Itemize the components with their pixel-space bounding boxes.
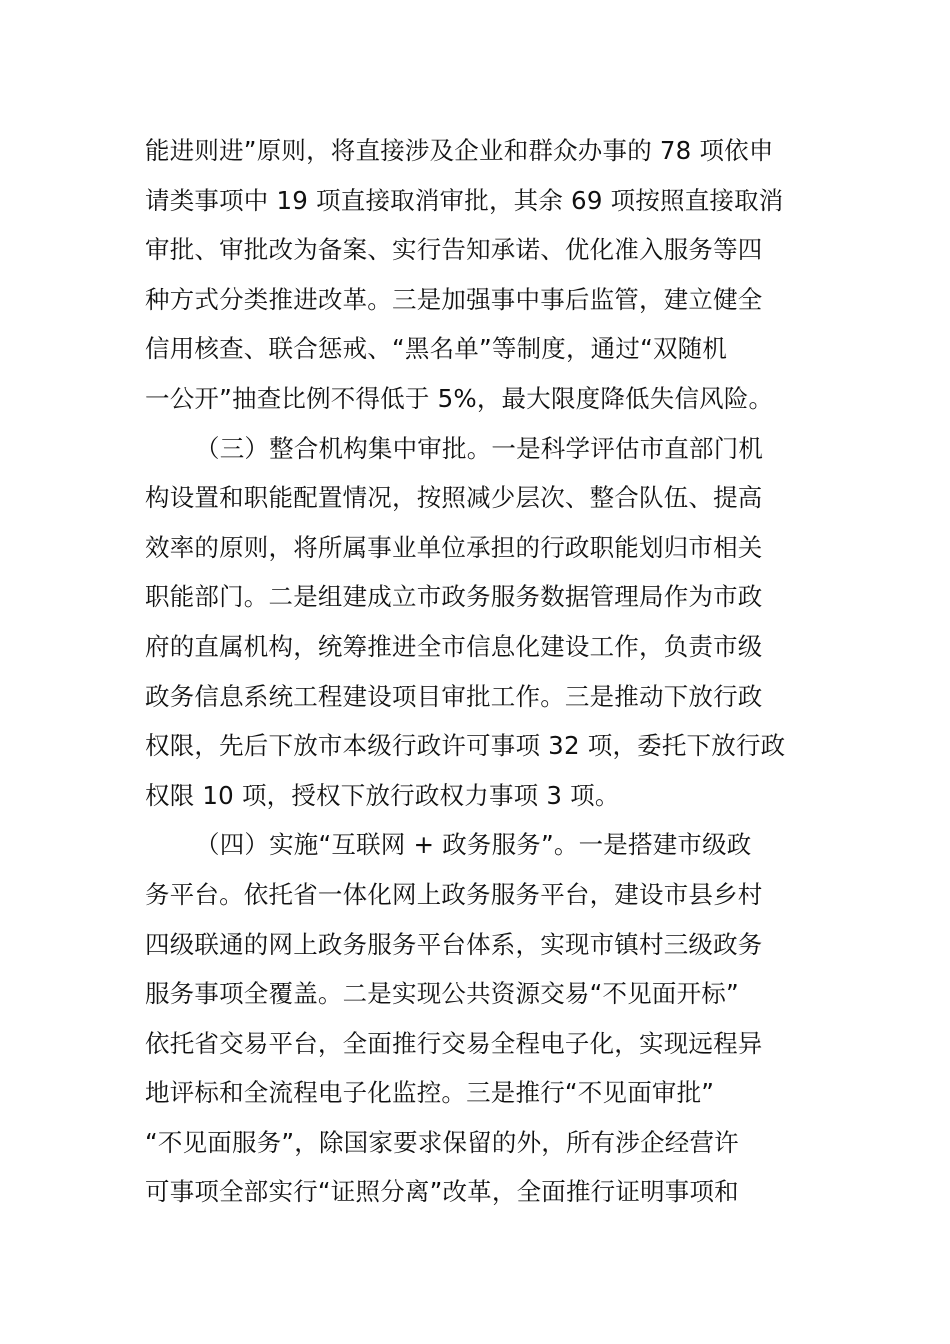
text-line: 服务事项全覆盖。二是实现公共资源交易“不见面开标”: [145, 979, 739, 1009]
document-body: [145, 126, 815, 1217]
text-line: 府的直属机构，统筹推进全市信息化建设工作，负责市级: [145, 631, 763, 661]
text-line: 审批、审批改为备案、实行告知承诺、优化准入服务等四: [145, 235, 763, 265]
text-line: 请类事项中 19 项直接取消审批，其余 69 项按照直接取消: [145, 185, 784, 215]
text-line: “不见面服务”，除国家要求保留的外，所有涉企经营许: [145, 1127, 739, 1157]
text-line: 效率的原则，将所属事业单位承担的行政职能划归市相关: [145, 532, 763, 562]
text-line: 可事项全部实行“证照分离”改革，全面推行证明事项和: [145, 1177, 739, 1207]
text-line: 信用核查、联合惩戒、“黑名单”等制度，通过“双随机: [145, 334, 728, 364]
text-line: 四级联通的网上政务服务平台体系，实现市镇村三级政务: [145, 929, 763, 959]
text-line: 种方式分类推进改革。三是加强事中事后监管，建立健全: [145, 284, 763, 314]
text-line: 政务信息系统工程建设项目审批工作。三是推动下放行政: [145, 681, 763, 711]
text-line: 构设置和职能配置情况，按照减少层次、整合队伍、提高: [145, 483, 763, 513]
text-line: 权限，先后下放市本级行政许可事项 32 项，委托下放行政: [145, 731, 786, 761]
text-line: 权限 10 项，授权下放行政权力事项 3 项。: [145, 780, 620, 810]
text-line: 一公开”抽查比例不得低于 5%，最大限度降低失信风险。: [145, 383, 774, 413]
text-line: 地评标和全流程电子化监控。三是推行“不见面审批”: [145, 1078, 715, 1108]
text-line: 务平台。依托省一体化网上政务服务平台，建设市县乡村: [145, 879, 763, 909]
text-line: 能进则进”原则，将直接涉及企业和群众办事的 78 项依申: [145, 136, 774, 165]
text-line: 依托省交易平台，全面推行交易全程电子化，实现远程异: [145, 1028, 763, 1058]
section-heading-line: （三）整合机构集中审批。一是科学评估市直部门机: [195, 433, 764, 463]
text-line: 职能部门。二是组建成立市政务服务数据管理局作为市政: [145, 582, 763, 612]
section-heading-line: （四）实施“互联网 + 政务服务”。一是搭建市级政: [195, 830, 752, 860]
